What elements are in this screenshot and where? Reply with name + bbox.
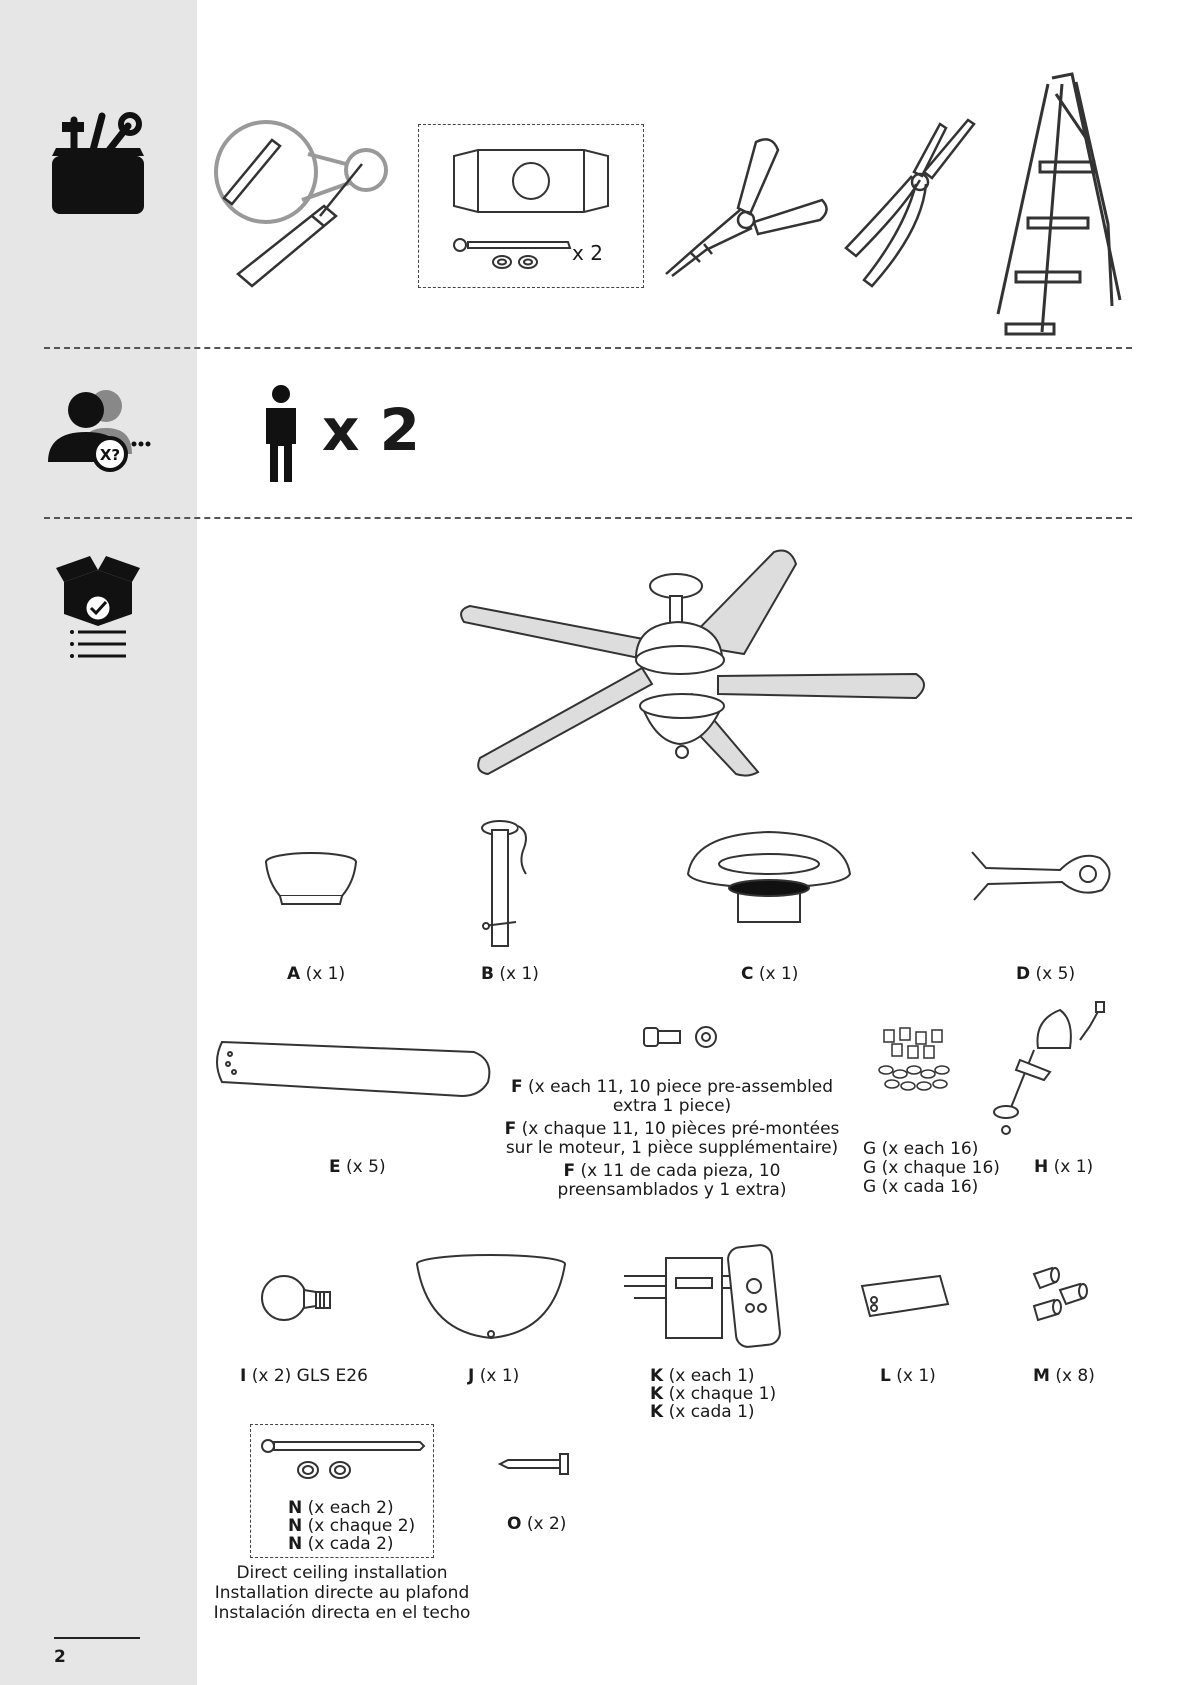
- direct-ceiling-fr: Installation directe au plafond: [214, 1583, 470, 1603]
- wire-stripper-icon: [660, 134, 832, 280]
- part-h-mounting-bracket: [990, 1000, 1124, 1138]
- part-a-label: A (x 1): [287, 964, 346, 984]
- part-c-label: C (x 1): [741, 964, 799, 984]
- part-k-label-fr: K (x chaque 1): [650, 1384, 777, 1404]
- svg-text:X?: X?: [99, 446, 121, 464]
- part-i-light-bulb: [260, 1272, 336, 1328]
- part-e-label: E (x 5): [329, 1157, 386, 1177]
- ceiling-fan-illustration: [456, 546, 940, 776]
- needle-nose-pliers-icon: [842, 120, 982, 290]
- part-b-label: B (x 1): [481, 964, 539, 984]
- part-n-label-es: N (x cada 2): [288, 1534, 394, 1554]
- anchor-quantity: x 2: [572, 241, 603, 265]
- part-f-label-en: F (x each 11, 10 piece pre-assembled extra 1 piece): [510, 1077, 834, 1116]
- part-m-wire-nuts: [1030, 1266, 1096, 1326]
- package-checklist-icon: [56, 552, 140, 658]
- part-f-screw-washer: [642, 1024, 718, 1050]
- phillips-screwdriver-icon: [212, 120, 388, 290]
- part-f-label-es: F (x 11 de cada pieza, 10 preensamblados y 1 extra): [557, 1161, 787, 1200]
- part-n-screw-washers: [260, 1434, 424, 1480]
- toolbox-icon: [44, 112, 150, 216]
- part-l-label: L (x 1): [880, 1366, 936, 1386]
- part-g-screw-pile: [876, 1026, 960, 1092]
- direct-ceiling-en: Direct ceiling installation: [236, 1563, 448, 1583]
- part-g-label-es: G (x cada 16): [863, 1177, 979, 1197]
- part-h-label: H (x 1): [1034, 1157, 1094, 1177]
- part-d-label: D (x 5): [1016, 964, 1076, 984]
- part-f-label-fr: F (x chaque 11, 10 pièces pré-montées sur le moteur, 1 pièce supplémentaire): [504, 1119, 840, 1158]
- part-e-blade: [212, 1040, 494, 1098]
- part-n-label-fr: N (x chaque 2): [288, 1516, 416, 1536]
- part-j-label: J (x 1): [468, 1366, 520, 1386]
- part-o-label: O (x 2): [507, 1514, 567, 1534]
- person-icon: [264, 384, 298, 484]
- page-number-rule: [54, 1637, 140, 1639]
- part-k-remote-receiver: [620, 1246, 810, 1350]
- part-a-canopy: [264, 852, 358, 910]
- part-k-label-es: K (x cada 1): [650, 1402, 755, 1422]
- section-divider-1: [44, 347, 1132, 349]
- part-m-label: M (x 8): [1033, 1366, 1095, 1386]
- page-number: 2: [54, 1647, 66, 1667]
- part-g-label-en: G (x each 16): [863, 1139, 979, 1159]
- part-i-label: I (x 2) GLS E26: [240, 1366, 368, 1386]
- part-g-label-fr: G (x chaque 16): [863, 1158, 1000, 1178]
- part-k-label-en: K (x each 1): [650, 1366, 755, 1386]
- part-n-label-en: N (x each 2): [288, 1498, 394, 1518]
- direct-ceiling-es: Instalación directa en el techo: [213, 1603, 471, 1623]
- people-count: x 2: [322, 396, 420, 464]
- part-j-glass-bowl: [414, 1254, 568, 1342]
- people-question-icon: [44, 384, 150, 474]
- part-l-battery: [860, 1274, 950, 1318]
- part-c-motor-housing: [684, 830, 854, 930]
- step-ladder-icon: [996, 74, 1130, 336]
- part-o-wood-screw: [498, 1452, 570, 1476]
- section-divider-2: [44, 517, 1132, 519]
- part-b-downrod: [474, 818, 536, 948]
- sidebar: [0, 0, 197, 1685]
- part-d-blade-iron: [970, 848, 1116, 904]
